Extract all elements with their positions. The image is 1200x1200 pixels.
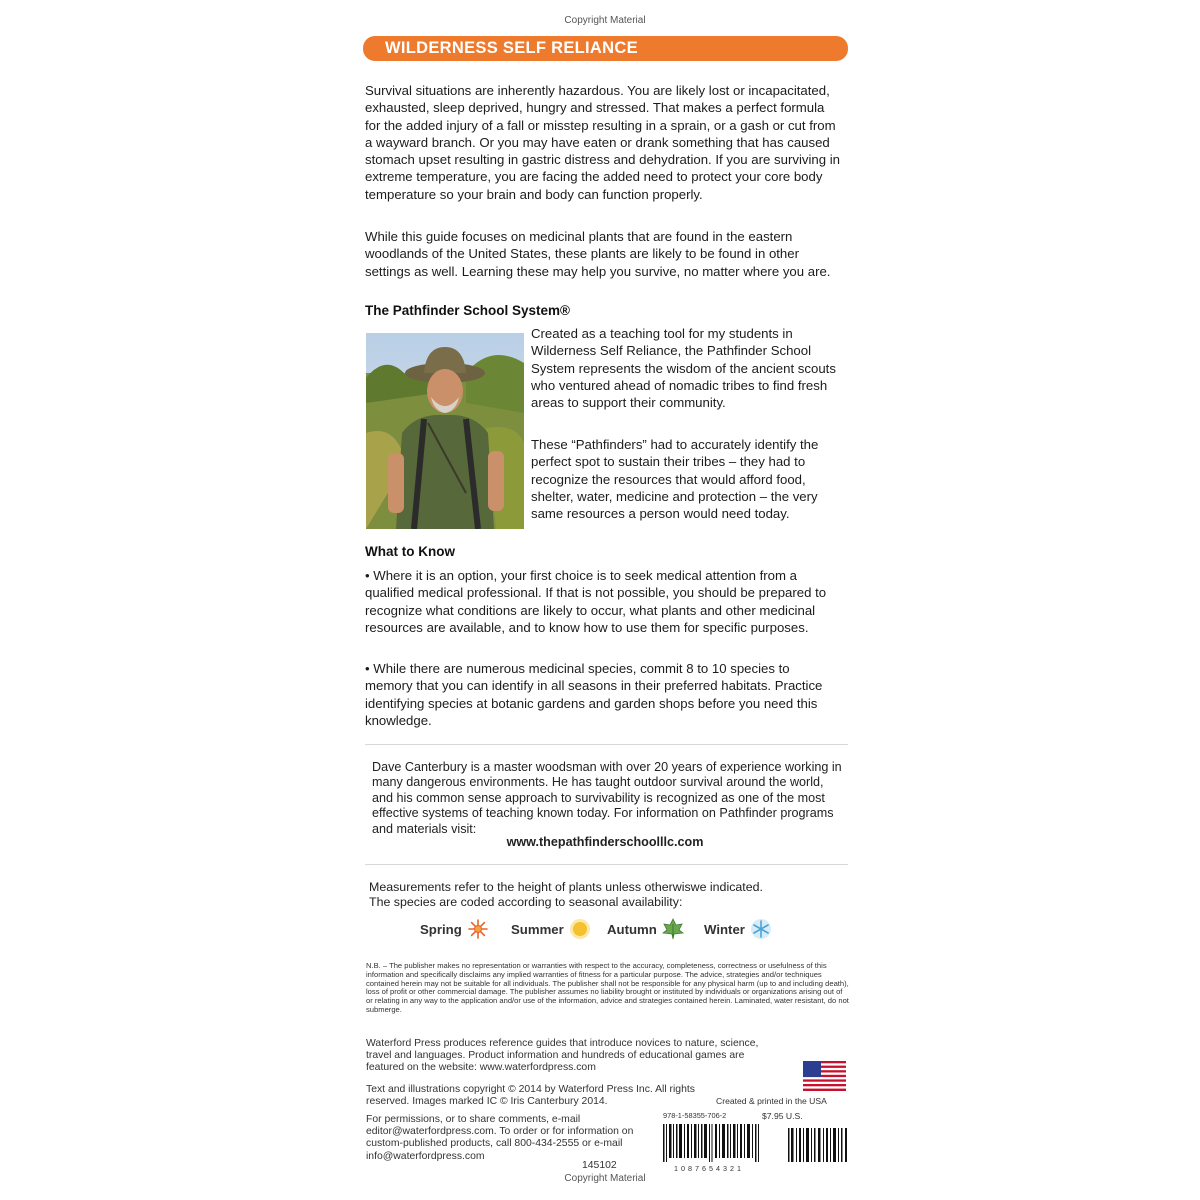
winter-icon (750, 918, 772, 940)
printed-in-usa: Created & printed in the USA (716, 1096, 827, 1106)
measurement-note-line-1: Measurements refer to the height of plants unless otherwiswe indicated. (369, 880, 763, 894)
measurement-note (369, 880, 839, 911)
copyright-text: Text and illustrations copyright © 2014 by Waterford Press Inc. All rights reserved. Images marked IC © Iris Canterbury 2014. (366, 1084, 695, 1108)
banner-title: WILDERNESS SELF RELIANCE (385, 39, 638, 57)
season-label: Winter (704, 921, 745, 937)
season-label: Autumn (607, 921, 657, 937)
season-summer (511, 916, 591, 942)
barcode (663, 1124, 761, 1162)
what-to-know-heading: What to Know (365, 544, 455, 559)
season-winter (704, 916, 772, 942)
author-photo (366, 333, 524, 529)
publisher-info: Waterford Press produces reference guides that introduce novices to nature, science, travel and languages. Product information and hundreds of educational games are featured on the website: www.waterfordpress.com (366, 1038, 759, 1074)
summer-icon (569, 918, 591, 940)
bullet-item: • While there are numerous medicinal species, commit 8 to 10 species to memory that you can identify in all seasons in their preferred habitats. Practice identifying species at botanic gardens and garden shops before you need this knowledge. (365, 661, 823, 728)
copyright-notice-bottom: Copyright Material (564, 1173, 646, 1184)
intro-paragraph-1: Survival situations are inherently hazardous. You are likely lost or incapacitated, exhausted, sleep deprived, hungry and stressed. That makes a perfect formula for the added injury of a fall or misstep resulting in a sprain, or a gash or cut from a wayward branch. Or you may have eaten or drank something that has caused stomach upset resulting in gastric distress and dehydration. If you are surviving in extreme temperature, you are facing the added need to protect your core body temperature so your brain and body can function properly. (365, 83, 840, 202)
season-label: Spring (420, 921, 462, 937)
measurement-note-line-2: The species are coded according to seasonal availability: (369, 895, 683, 910)
permissions-text: For permissions, or to share comments, e-mail editor@waterfordpress.com. To order or for information on custom-published products, call 800-434-2555 or e-mail info@waterfordpress.com (366, 1114, 634, 1162)
pathfinder-paragraph-2: These “Pathfinders” had to accurately identify the perfect spot to sustain their tribes – they had to recognize the resources that would afford food, shelter, water, medicine and protection – the very same resources a person would need today. (531, 437, 819, 522)
season-legend (360, 916, 850, 942)
author-bio: Dave Canterbury is a master woodsman with over 20 years of experience working in many dangerous environments. He has taught outdoor survival around the world, and his common sense approach to survivability is recognized as one of the most effective systems of teaching known today. For information on Pathfinder programs and materials visit: (372, 760, 842, 836)
intro-paragraph-2: While this guide focuses on medicinal plants that are found in the eastern woodlands of the United States, these plants are likely to be found in other settings as well. Learning these may help you survive, no matter where you are. (365, 229, 831, 279)
barcode-addon (788, 1124, 848, 1162)
season-spring (420, 916, 489, 942)
pathfinder-heading: The Pathfinder School System® (365, 303, 570, 318)
bullet-item: • Where it is an option, your first choice is to seek medical attention from a qualified medical professional. If that is not possible, you should be prepared to recognize what conditions are likely to occur, what plants and other medicinal resources are available, and to know how to use them for specific purposes. (365, 568, 827, 635)
pathfinder-paragraph-1: Created as a teaching tool for my students in Wilderness Self Reliance, the Pathfinder School System represents the wisdom of the ancient scouts who ventured ahead of nomadic tribes to find fresh areas to support their community. (531, 326, 836, 411)
disclaimer-text: N.B. – The publisher makes no representation or warranties with respect to the accuracy, completeness, correctness or usefulness of this information and specifically disclaims any implied warranties of fitness for a particular purpose. The advice, strategies and/or techniques contained herein may not be suitable for all individuals. The publisher shall not be responsible for any physical harm (up to and including death), loss of profit or other commercial damage. The publisher assumes no liability brought or instituted by individuals or organizations arising out of or relating in any way to the application and/or use of the information, advice and strategies contained herein. Laminated, water resistant, do not submerge. (366, 961, 849, 1014)
price: $7.95 U.S. (762, 1111, 803, 1121)
author-website-link[interactable]: www.thepathfinderschoolllc.com (506, 835, 704, 849)
divider (365, 864, 848, 865)
isbn: 978-1-58355-706-2 (663, 1111, 727, 1120)
season-label: Summer (511, 921, 564, 937)
barcode-number: 1 0 8 7 6 5 4 3 2 1 (674, 1164, 742, 1173)
divider (365, 744, 848, 745)
catalog-number: 145102 (582, 1160, 617, 1171)
autumn-icon (662, 918, 684, 940)
us-flag-icon (803, 1061, 846, 1091)
spring-icon (467, 918, 489, 940)
season-autumn (607, 916, 684, 942)
pocket-guide-page (360, 0, 850, 1200)
section-banner (363, 36, 848, 61)
copyright-notice-top: Copyright Material (564, 15, 646, 26)
